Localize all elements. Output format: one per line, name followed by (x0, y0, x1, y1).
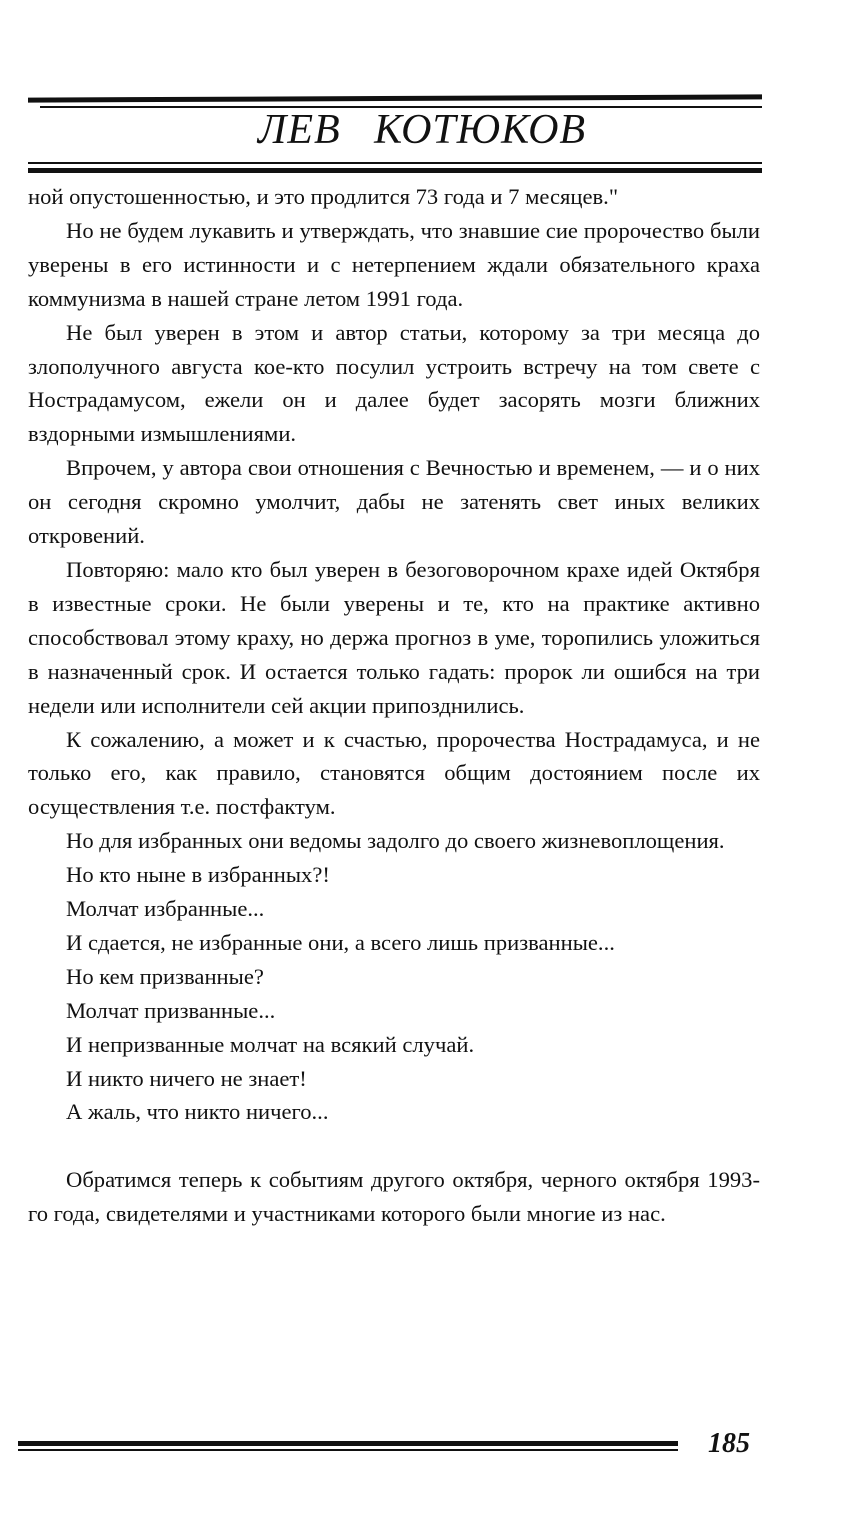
paragraph-line: А жаль, что никто ничего... (66, 1099, 329, 1125)
paragraph-continued: ной опустошенностью, и это продлится 73 года и 7 месяцев." (28, 184, 619, 209)
paragraph: Впрочем, у автора свои отношения с Вечностью и временем, — и о них он сегодня скромно умолчит, дабы не затенять свет иных великих откровений. (28, 455, 760, 549)
running-head-author: ЛЕВ КОТЮКОВ (257, 107, 587, 153)
paragraph: Но не будем лукавить и утверждать, что знавшие сие пророчество были уверены в его истинности и с нетерпением ждали обязательного краха коммунизма в нашей стране летом 1991 года. (28, 217, 760, 311)
paragraph-line: Молчат избранные... (66, 896, 265, 922)
paragraph-line: Молчат призванные... (66, 997, 276, 1023)
header-rule-bottom-thin (28, 162, 762, 164)
page-body-text (28, 180, 760, 1231)
paragraph: К сожалению, а может и к счастью, пророчества Нострадамуса, и не только его, как правило, становятся общим достоянием после их осуществления т.е. постфактум. (28, 726, 760, 820)
paragraph-line: И сдается, не избранные они, а всего лишь призванные... (66, 929, 615, 955)
paragraph: Но для избранных они ведомы задолго до своего жизневоплощения. (66, 828, 725, 854)
paragraph-line: И никто ничего не знает! (66, 1065, 307, 1091)
page-number: 185 (708, 1428, 750, 1459)
footer-rule-thin (18, 1449, 678, 1451)
paragraph: Повторяю: мало кто был уверен в безоговорочном крахе идей Октября в известные сроки. Не были уверены и те, кто на практике активно способствовал этому краху, но держа прогноз в уме, торопились уложиться в назначенный срок. И остается только гадать: пророк ли ошибся на три недели или исполнители сей акции припозднились. (28, 556, 760, 718)
paragraph-line: И непризванные молчат на всякий случай. (66, 1031, 475, 1057)
paragraph-line: Но кем призванные? (66, 963, 264, 989)
paragraph-line: Но кто ныне в избранных?! (66, 862, 330, 888)
header-rule-bottom-thick (28, 168, 762, 173)
paragraph: Не был уверен в этом и автор статьи, которому за три месяца до злополучного августа кое-кто посулил устроить встречу на том свете с Нострадамусом, ежели он и далее будет засорять мозги ближних вздорными измышлениями. (28, 319, 760, 447)
footer-rule-thick (18, 1441, 678, 1446)
paragraph: Обратимся теперь к событиям другого октября, черного октября 1993-го года, свидетелями и участниками которого были многие из нас. (28, 1167, 760, 1227)
